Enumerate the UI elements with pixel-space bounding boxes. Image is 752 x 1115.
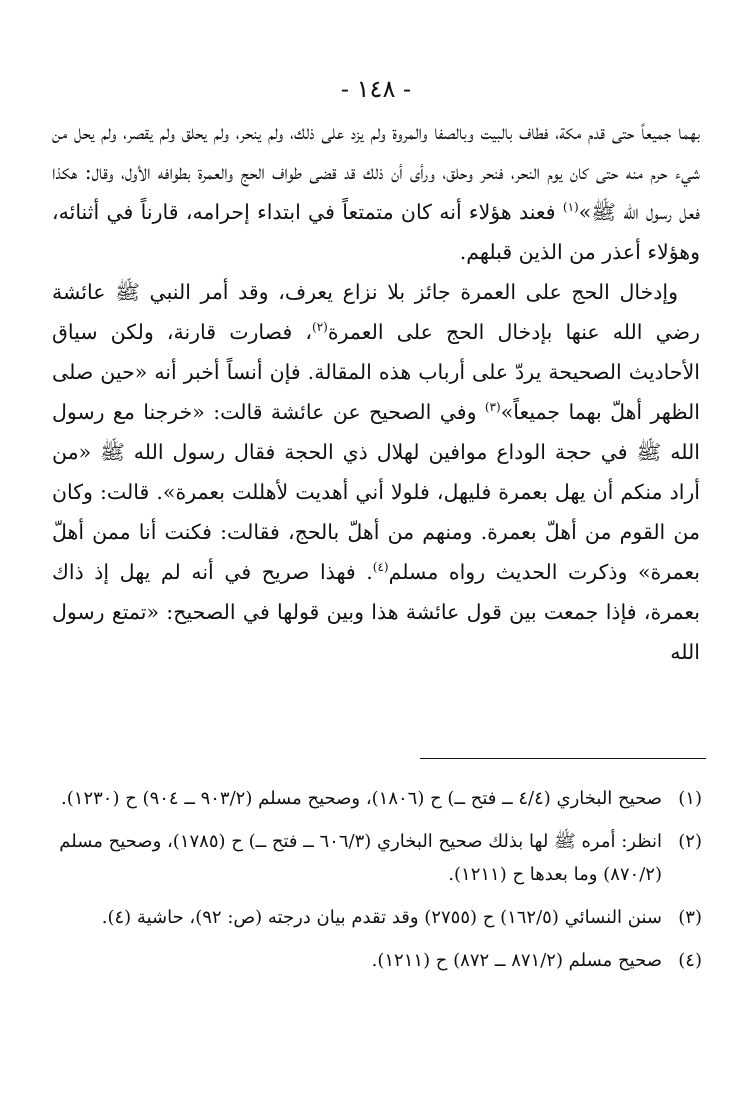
paragraph-2-text-1: وإدخال الحج على العمرة جائز بلا نزاع يعرف، وقد أمر النبي ﷺ عائشة رضي الله عنها بإدخال الحج على العمرة bbox=[52, 280, 700, 344]
footnote-number: (٤) bbox=[678, 950, 702, 971]
footnote-ref-1[interactable]: (١) bbox=[562, 200, 579, 215]
paragraph-1-text-2: فعند هؤلاء أنه كان متمتعاً في ابتداء إحرامه، قارناً في أثنائه، وهؤلاء أعذر من الذين قبلهم. bbox=[52, 200, 700, 264]
paragraph-1-text-1: بهما جميعاً حتى قدم مكة، فطاف بالبيت وبالصفا والمروة ولم يزد على ذلك، ولم ينحر، ولم يحلق ولم يقصر، ولم يحل من شيء حرم منه حتى كان يوم النحر، فنحر وحلق، ورأى أن ذلك قد قضى طواف الحج والعمرة بطوافه الأول، وقال: هكذا فعل رسول الله ﷺ» bbox=[52, 120, 700, 224]
paragraph-2 bbox=[52, 272, 700, 672]
footnote-2 bbox=[52, 825, 702, 891]
footnote-text: صحيح البخاري (٤/٤ ــ فتح ــ) ح (١٨٠٦)، وصحيح مسلم (٩٠٣/٢ ــ ٩٠٤) ح (١٢٣٠). bbox=[61, 788, 662, 809]
footnote-text: سنن النسائي (١٦٢/٥) ح (٢٧٥٥) وقد تقدم بيان درجته (ص: ٩٢)، حاشية (٤). bbox=[101, 907, 662, 928]
footnote-1 bbox=[52, 782, 702, 815]
footnote-3 bbox=[52, 901, 702, 934]
page-number: - ١٤٨ - bbox=[340, 75, 412, 103]
paragraph-2-text-3: وفي الصحيح عن عائشة قالت: «خرجنا مع رسول الله ﷺ في حجة الوداع موافين لهلال ذي الحجة فقال رسول الله ﷺ «من أراد منكم أن يهل بعمرة فليهل، فلولا أني أهديت لأهللت بعمرة». قالت: وكان من القوم من أهلّ بعمرة. ومنهم من أهلّ بالحج، فقالت: فكنت أنا ممن أهلّ بعمرة» وذكرت الحديث رواه مسلم bbox=[52, 400, 700, 584]
footnote-divider bbox=[420, 758, 706, 759]
footnote-ref-2[interactable]: (٢) bbox=[312, 320, 328, 335]
footnote-number: (٢) bbox=[678, 831, 702, 852]
footnote-text: صحيح مسلم (٨٧١/٢ ــ ٨٧٢) ح (١٢١١). bbox=[371, 950, 662, 971]
footnote-ref-3[interactable]: (٣) bbox=[484, 400, 501, 415]
paragraph-1 bbox=[52, 112, 700, 272]
footnotes bbox=[52, 782, 702, 987]
paragraph-2-text-4: . فهذا صريح في أنه لم يهل إذ ذاك بعمرة، فإذا جمعت بين قول عائشة هذا وبين قولها في الصحيح: «تمتع رسول الله bbox=[52, 560, 700, 664]
paragraph-2-text-2: ، فصارت قارنة، ولكن سياق الأحاديث الصحيحة يردّ على أرباب هذه المقالة. فإن أنساً أخبر أنه «حين صلى الظهر أهلّ بهما جميعاً» bbox=[52, 320, 700, 424]
footnote-number: (١) bbox=[678, 788, 702, 809]
footnote-ref-4[interactable]: (٤) bbox=[372, 560, 389, 575]
footnote-4 bbox=[52, 944, 702, 977]
main-text bbox=[52, 112, 700, 672]
footnote-text: انظر: أمره ﷺ لها بذلك صحيح البخاري (٦٠٦/٣ ــ فتح ــ) ح (١٧٨٥)، وصحيح مسلم (٨٧٠/٢) وما بعدها ح (١٢١١). bbox=[59, 831, 662, 885]
footnote-number: (٣) bbox=[678, 907, 702, 928]
